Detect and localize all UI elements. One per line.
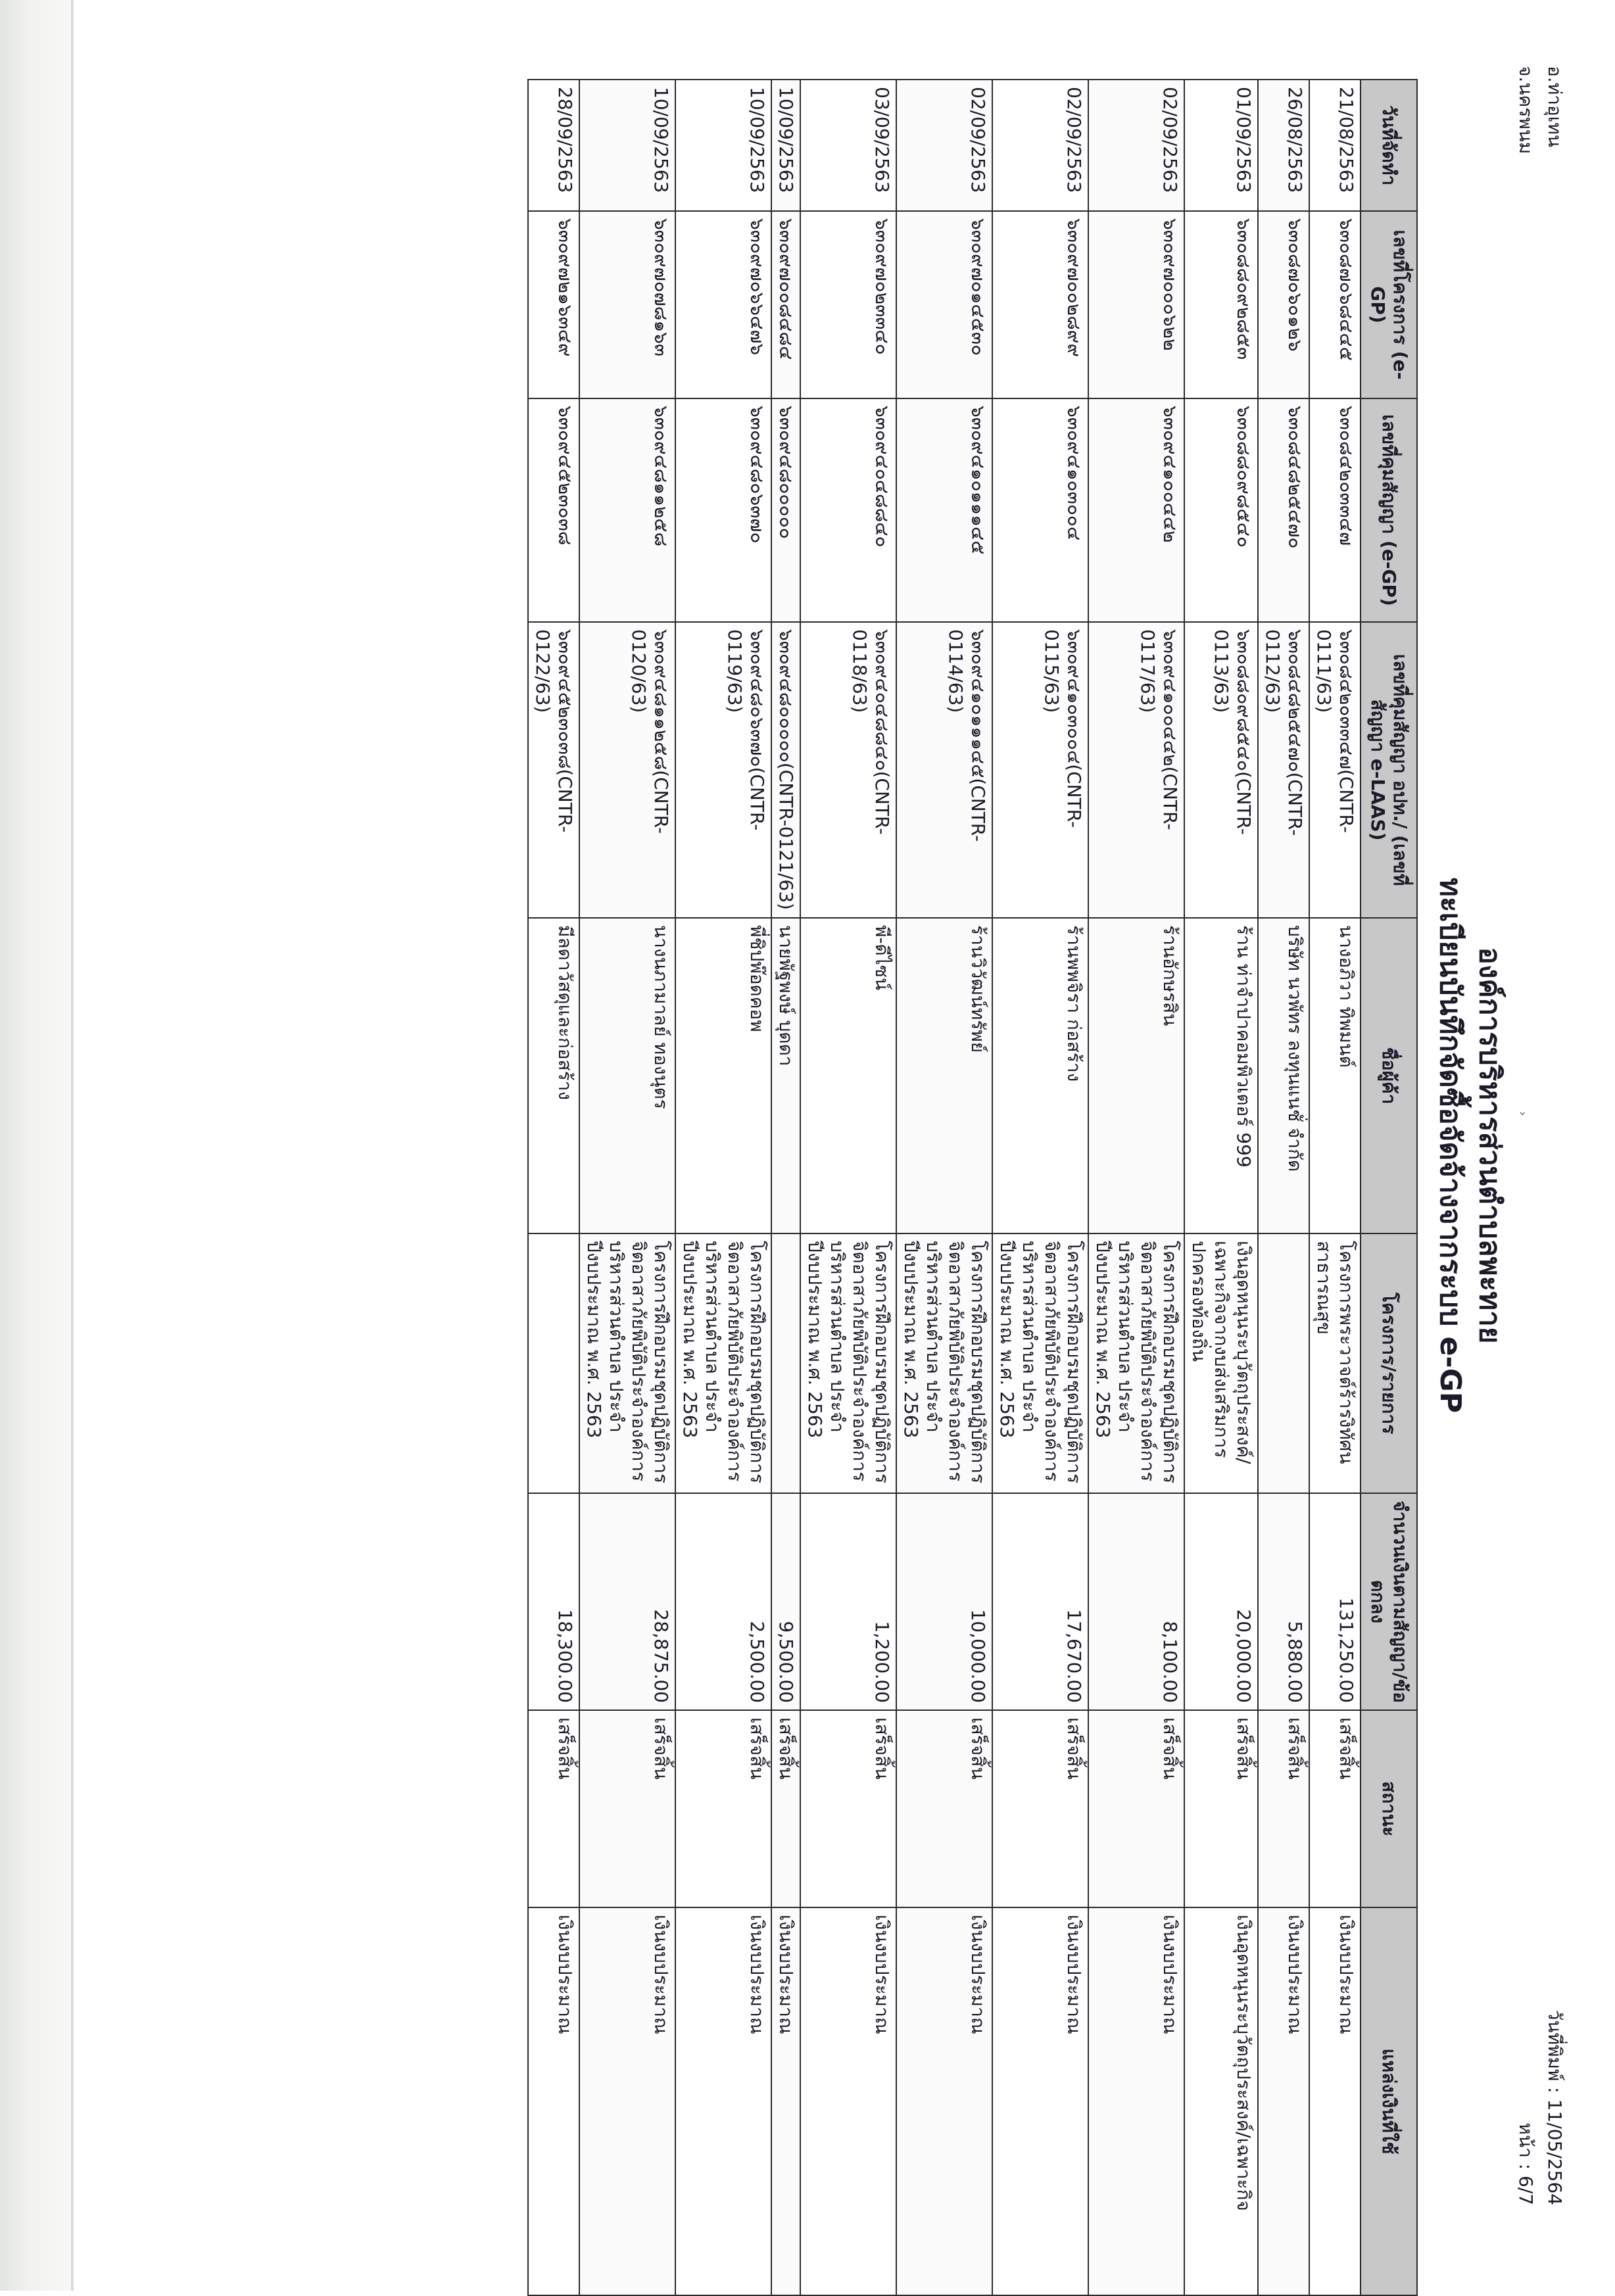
table-row: [579, 80, 675, 2295]
cell-status: เสร็จสิ้น: [528, 1710, 579, 1907]
cell-date: 28/09/2563: [528, 80, 579, 211]
cell-contract-no: ๖๓๐๘๔๘๒๕๔๗๐: [1258, 398, 1309, 622]
table-row: [771, 80, 800, 2295]
cell-vendor: ร้านวิวัฒน์ทรัพย์: [896, 918, 992, 1233]
cell-project-no: ๖๓๐๙๗๐๐๘๔๘๔: [771, 211, 800, 398]
cell-vendor: นางอภิวา ทิพมนต์: [1309, 918, 1361, 1233]
cell-amount: 17,670.00: [992, 1493, 1088, 1710]
cell-amount: 2,500.00: [675, 1493, 771, 1710]
col-header-project: โครงการ/รายการ: [1361, 1233, 1417, 1493]
cell-status: เสร็จสิ้น: [1309, 1710, 1361, 1907]
cell-project-no: ๖๓๐๙๗๐๐๐๖๒๒: [1088, 211, 1184, 398]
cell-project: โครงการฝึกอบรมชุดปฏิบัติการจิตอาสาภัยพิบัติประจำองค์การบริหารส่วนตำบล ประจำปีงบประมาณ พ.ศ. 2563: [1088, 1233, 1184, 1493]
cell-project-no: ๖๓๐๙๗๐๑๔๕๓๐: [896, 211, 992, 398]
col-header-vendor: ชื่อผู้ค้า: [1361, 918, 1417, 1233]
cell-amount: 20,000.00: [1184, 1493, 1258, 1710]
table-row: [1309, 80, 1361, 2295]
procurement-register-table: [527, 79, 1418, 2296]
stray-mark: ›: [1516, 1111, 1530, 1116]
cell-date: 26/08/2563: [1258, 80, 1309, 211]
cell-amount: 1,200.00: [800, 1493, 896, 1710]
cell-vendor: บริษัท นวพัทร ลงทุนแนชั่ จำกัด: [1258, 918, 1309, 1233]
col-header-contract-no: เลขที่คุมสัญญา (e-GP): [1361, 398, 1417, 622]
cell-project: โครงการฝึกอบรมชุดปฏิบัติการจิตอาสาภัยพิบัติประจำองค์การบริหารส่วนตำบล ประจำปีงบประมาณ พ.ศ. 2563: [579, 1233, 675, 1493]
cell-fund: เงินงบประมาณ: [800, 1907, 896, 2295]
cell-vendor: นางนภามาลย์ ทองนุตร: [579, 918, 675, 1233]
table-row: [992, 80, 1088, 2295]
col-header-amount: จำนวนเงินตามสัญญา/ข้อตกลง: [1361, 1493, 1417, 1710]
cell-laas-no: ๖๓๐๘๘๐๙๘๕๔๐(CNTR-0113/63): [1184, 622, 1258, 918]
cell-date: 02/09/2563: [896, 80, 992, 211]
cell-contract-no: ๖๓๐๙๔๑๐๑๑๑๔๕: [896, 398, 992, 622]
col-header-laas-no: เลขที่คุมสัญญา อปท./ (เลขที่สัญญา e-LAAS): [1361, 622, 1417, 918]
cell-date: 10/09/2563: [579, 80, 675, 211]
cell-amount: 8,100.00: [1088, 1493, 1184, 1710]
cell-vendor: นายพัฐพงษ์ บุดดา: [771, 918, 800, 1233]
cell-laas-no: ๖๓๐๙๔๘๐๖๓๗๐(CNTR-0119/63): [675, 622, 771, 918]
cell-fund: เงินงบประมาณ: [896, 1907, 992, 2295]
table-row: [1258, 80, 1309, 2295]
cell-project-no: ๖๓๐๙๗๐๐๒๘๙๙: [992, 211, 1088, 398]
cell-contract-no: ๖๓๐๘๔๒๐๓๓๔๗: [1309, 398, 1361, 622]
cell-laas-no: ๖๓๐๙๔๘๑๑๒๕๘(CNTR-0120/63): [579, 622, 675, 918]
cell-vendor: พี-ดีไซน์: [800, 918, 896, 1233]
cell-vendor: มีลดาวัสดุและก่อสร้าง: [528, 918, 579, 1233]
cell-laas-no: ๖๓๐๙๔๑๐๓๐๐๔(CNTR-0115/63): [992, 622, 1088, 918]
cell-contract-no: ๖๓๐๙๔๘๐๖๓๗๐: [675, 398, 771, 622]
cell-project-no: ๖๓๐๙๗๒๑๖๓๔๙: [528, 211, 579, 398]
header-left: [1511, 66, 1569, 154]
cell-date: 01/09/2563: [1184, 80, 1258, 211]
cell-date: 21/08/2563: [1309, 80, 1361, 211]
province-label: จ.นครพนม: [1515, 66, 1537, 155]
cell-fund: เงินอุดหนุนระบุวัตถุประสงค์/เฉพาะกิจ: [1184, 1907, 1258, 2295]
cell-laas-no: ๖๓๐๘๔๒๐๓๓๔๗(CNTR-0111/63): [1309, 622, 1361, 918]
cell-status: เสร็จสิ้น: [1088, 1710, 1184, 1907]
cell-amount: 10,000.00: [896, 1493, 992, 1710]
cell-laas-no: ๖๓๐๙๔๑๐๐๔๔๒(CNTR-0117/63): [1088, 622, 1184, 918]
cell-status: เสร็จสิ้น: [992, 1710, 1088, 1907]
print-date: วันที่พิมพ์ : 11/05/2564: [1544, 2009, 1566, 2205]
table-header-row: [1361, 80, 1417, 2295]
cell-fund: เงินงบประมาณ: [992, 1907, 1088, 2295]
cell-project-no: ๖๓๐๘๗๐๖๐๑๒๖: [1258, 211, 1309, 398]
cell-date: 02/09/2563: [992, 80, 1088, 211]
cell-contract-no: ๖๓๐๙๔๕๒๓๐๓๘: [528, 398, 579, 622]
cell-status: เสร็จสิ้น: [896, 1710, 992, 1907]
cell-project: โครงการพระวาจต์ร้ารงิทัศน สาธารณสุข: [1309, 1233, 1361, 1493]
table-row: [800, 80, 896, 2295]
cell-project: โครงการฝึกอบรมชุดปฏิบัติการจิตอาสาภัยพิบัติประจำองค์การบริหารส่วนตำบล ประจำปีงบประมาณ พ.ศ. 2563: [992, 1233, 1088, 1493]
cell-status: เสร็จสิ้น: [771, 1710, 800, 1907]
cell-date: 10/09/2563: [675, 80, 771, 211]
cell-fund: เงินงบประมาณ: [771, 1907, 800, 2295]
cell-status: เสร็จสิ้น: [675, 1710, 771, 1907]
cell-contract-no: ๖๓๐๙๔๑๐๓๐๐๔: [992, 398, 1088, 622]
cell-vendor: พี่ชิปพ๊อดคอพ: [675, 918, 771, 1233]
cell-project-no: ๖๓๐๙๗๐๒๓๓๔๐: [800, 211, 896, 398]
cell-contract-no: ๖๓๐๙๔๐๔๘๘๔๐: [800, 398, 896, 622]
table-row: [896, 80, 992, 2295]
col-header-project-no: เลขที่โครงการ (e-GP): [1361, 211, 1417, 398]
table-row: [675, 80, 771, 2295]
cell-fund: เงินงบประมาณ: [528, 1907, 579, 2295]
cell-status: เสร็จสิ้น: [579, 1710, 675, 1907]
cell-project: [771, 1233, 800, 1493]
cell-fund: เงินงบประมาณ: [1309, 1907, 1361, 2295]
cell-status: เสร็จสิ้น: [1258, 1710, 1309, 1907]
cell-project: โครงการฝึกอบรมชุดปฏิบัติการจิตอาสาภัยพิบัติประจำองค์การบริหารส่วนตำบล ประจำปีงบประมาณ พ.ศ. 2563: [896, 1233, 992, 1493]
cell-date: 03/09/2563: [800, 80, 896, 211]
cell-project-no: ๖๓๐๘๗๐๖๘๔๔๕: [1309, 211, 1361, 398]
cell-amount: 131,250.00: [1309, 1493, 1361, 1710]
cell-fund: เงินงบประมาณ: [1088, 1907, 1184, 2295]
cell-contract-no: ๖๓๐๙๔๑๐๐๔๔๒: [1088, 398, 1184, 622]
cell-project: [1258, 1233, 1309, 1493]
cell-project: เงินอุดหนุนระบุวัตถุประสงค์/เฉพาะกิจจากงบส่งเสริมการปกครองท้องถิ่น: [1184, 1233, 1258, 1493]
cell-fund: เงินงบประมาณ: [1258, 1907, 1309, 2295]
cell-project: โครงการฝึกอบรมชุดปฏิบัติการจิตอาสาภัยพิบัติประจำองค์การบริหารส่วนตำบล ประจำปีงบประมาณ พ.ศ. 2563: [675, 1233, 771, 1493]
cell-contract-no: ๖๓๐๘๘๐๙๘๕๔๐: [1184, 398, 1258, 622]
cell-laas-no: ๖๓๐๘๔๘๒๕๔๗๐(CNTR-0112/63): [1258, 622, 1309, 918]
cell-fund: เงินงบประมาณ: [579, 1907, 675, 2295]
cell-status: เสร็จสิ้น: [800, 1710, 896, 1907]
cell-fund: เงินงบประมาณ: [675, 1907, 771, 2295]
cell-laas-no: ๖๓๐๙๔๐๔๘๘๔๐(CNTR-0118/63): [800, 622, 896, 918]
cell-amount: 18,300.00: [528, 1493, 579, 1710]
org-title: องค์การบริหารส่วนตำบลพะทาย: [1473, 947, 1507, 1344]
col-header-status: สถานะ: [1361, 1710, 1417, 1907]
cell-contract-no: ๖๓๐๙๔๘๐๐๐๐๐: [771, 398, 800, 622]
table-row: [528, 80, 579, 2295]
cell-vendor: ร้านพพจิรา ก่อสร้าง: [992, 918, 1088, 1233]
cell-laas-no: ๖๓๐๙๔๘๐๐๐๐๐(CNTR-0121/63): [771, 622, 800, 918]
cell-project-no: ๖๓๐๙๗๐๖๖๔๗๖: [675, 211, 771, 398]
cell-date: 10/09/2563: [771, 80, 800, 211]
cell-laas-no: ๖๓๐๙๔๕๒๓๐๓๘(CNTR-0122/63): [528, 622, 579, 918]
cell-project-no: ๖๓๐๙๗๐๗๘๑๖๓: [579, 211, 675, 398]
table-row: [1184, 80, 1258, 2295]
cell-project: [528, 1233, 579, 1493]
cell-project-no: ๖๓๐๘๘๐๙๒๘๕๓: [1184, 211, 1258, 398]
cell-project: โครงการฝึกอบรมชุดปฏิบัติการจิตอาสาภัยพิบัติประจำองค์การบริหารส่วนตำบล ประจำปีงบประมาณ พ.ศ. 2563: [800, 1233, 896, 1493]
cell-status: เสร็จสิ้น: [1184, 1710, 1258, 1907]
col-header-fund: แหล่งเงินที่ใช้: [1361, 1907, 1417, 2295]
table-row: [1088, 80, 1184, 2295]
cell-vendor: ร้านอักษรสิน: [1088, 918, 1184, 1233]
col-header-date: วันที่จัดทำ: [1361, 80, 1417, 211]
page-number: หน้า : 6/7: [1515, 2122, 1537, 2205]
cell-vendor: ร้าน ท่าจำปาคอมพิวเตอร์ 999: [1184, 918, 1258, 1233]
district-label: อ.ท่าอุเทน: [1544, 66, 1566, 147]
cell-amount: 28,875.00: [579, 1493, 675, 1710]
cell-amount: 5,880.00: [1258, 1493, 1309, 1710]
cell-amount: 9,500.00: [771, 1493, 800, 1710]
cell-laas-no: ๖๓๐๙๔๑๐๑๑๑๔๕(CNTR-0114/63): [896, 622, 992, 918]
cell-date: 02/09/2563: [1088, 80, 1184, 211]
doc-title: ทะเบียนบันทึกจัดซื้อจัดจ้างจากระบบ e-GP: [1434, 877, 1467, 1414]
cell-contract-no: ๖๓๐๙๔๘๑๑๒๕๘: [579, 398, 675, 622]
header-right: [1511, 2010, 1569, 2205]
